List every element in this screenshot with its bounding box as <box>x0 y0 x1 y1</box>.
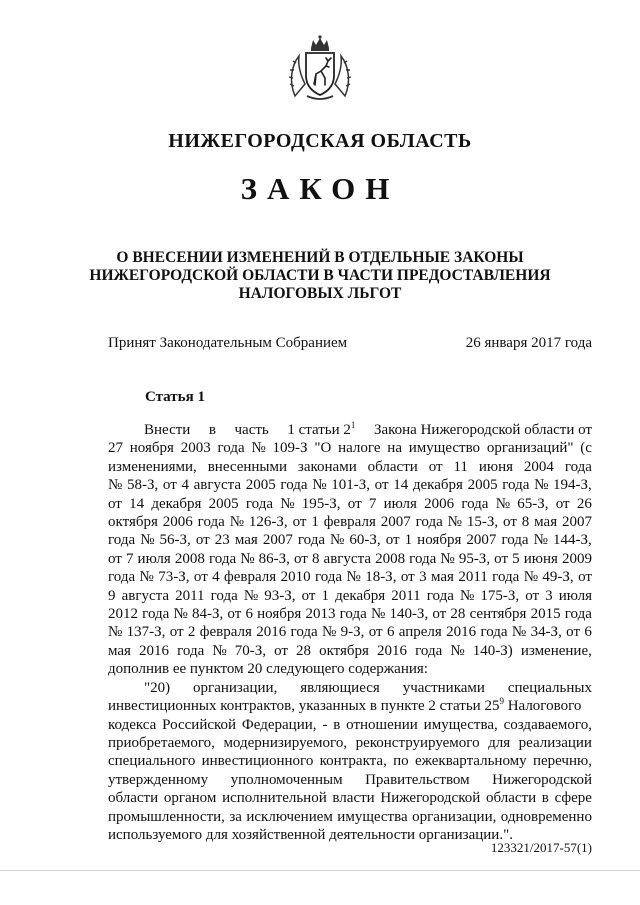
body-word: года <box>297 532 325 549</box>
body-line <box>108 587 592 605</box>
body-word: № <box>108 477 123 494</box>
body-word: 28 <box>450 606 466 623</box>
body-word: года <box>245 495 273 512</box>
body-word: года <box>480 624 508 641</box>
body-word: законами <box>297 458 357 475</box>
body-word: года <box>108 569 136 586</box>
body-word: 9-З, <box>340 624 365 641</box>
body-word: июля <box>137 550 171 567</box>
body-word: 84-З, <box>191 606 224 623</box>
body-word: 2003 <box>180 440 211 457</box>
body-line: дополнив ее пунктом 20 следующего содержания: <box>108 661 428 678</box>
body-word: № <box>243 587 259 604</box>
body-word: 2008 <box>375 550 406 567</box>
body-line <box>108 421 592 439</box>
body-word: приобретаемого, <box>108 734 215 751</box>
body-line <box>108 531 592 549</box>
body-word: июня <box>478 458 514 475</box>
body-word: 26 <box>576 495 592 512</box>
body-word: "О <box>314 440 332 457</box>
body-word: № <box>280 495 295 512</box>
body-word: специального <box>108 753 196 770</box>
body-word: 195-З, <box>301 495 341 512</box>
article-body <box>108 421 592 844</box>
body-word: года <box>197 514 225 531</box>
body-word: № <box>534 477 549 494</box>
body-word: ноября <box>129 440 174 457</box>
body-word: от <box>195 532 210 549</box>
body-word: № <box>370 606 386 623</box>
body-word: 18-З, <box>365 569 397 586</box>
body-word: № <box>240 550 255 567</box>
body-word: перечню, <box>532 753 592 770</box>
body-word: 140-З, <box>389 606 429 623</box>
body-word: 3 <box>419 569 427 586</box>
body-word: 49-З, <box>542 569 574 586</box>
body-word: № <box>440 550 455 567</box>
law-title-line: НАЛОГОВЫХ ЛЬГОТ <box>238 285 402 302</box>
body-word: 14 <box>129 495 145 512</box>
region-title: НИЖЕГОРОДСКАЯ ОБЛАСТЬ <box>168 130 472 152</box>
body-word: от <box>503 514 517 531</box>
body-word: организации, <box>412 808 497 825</box>
body-word: № <box>511 624 527 641</box>
body-word: августа <box>121 587 170 604</box>
body-word: 144-З, <box>553 532 592 549</box>
body-word: Федерации, <box>241 716 317 733</box>
body-word: кодекса <box>108 716 157 733</box>
body-word: Внести <box>144 422 191 438</box>
adoption-date: 26 января 2017 года <box>465 335 592 351</box>
body-word: № <box>251 440 266 457</box>
body-word: от <box>566 624 581 641</box>
body-word: 4 <box>212 569 220 586</box>
body-word: часть <box>234 422 269 438</box>
body-word: создаваемого, <box>503 716 592 733</box>
body-word: 2007 <box>262 532 293 549</box>
body-word: 6 <box>245 606 253 623</box>
body-word: утвержденному <box>108 771 209 788</box>
body-word: исключением <box>246 808 333 825</box>
body-line <box>108 623 592 641</box>
law-title-line: НИЖЕГОРОДСКОЙ ОБЛАСТИ В ЧАСТИ ПРЕДОСТАВЛЕНИЯ <box>89 267 551 284</box>
body-word: от <box>227 606 242 623</box>
body-word: 4 <box>181 477 189 494</box>
body-word: 27 <box>108 440 123 457</box>
body-word: года <box>142 606 170 623</box>
body-word: 14 <box>393 477 409 494</box>
body-word: № <box>140 532 155 549</box>
body-word: года <box>314 569 343 586</box>
body-word: июля <box>558 587 592 604</box>
article-heading: Статья 1 <box>145 389 205 405</box>
body-word: 1 <box>311 514 319 531</box>
body-word: "20) <box>144 679 171 696</box>
body-word: Нижегородской <box>492 771 592 788</box>
body-word: от <box>494 550 509 567</box>
body-word: отношении <box>346 716 418 733</box>
body-word: 101-З, <box>331 477 370 494</box>
body-word: 3 <box>545 587 553 604</box>
body-word: июня <box>523 550 558 567</box>
body-word: года <box>461 495 489 512</box>
body-word: от <box>292 514 307 531</box>
superscript: 1 <box>350 420 356 430</box>
body-word: 15-З, <box>466 514 499 531</box>
body-word: 65-З, <box>517 495 549 512</box>
body-word: участниками <box>402 679 485 696</box>
body-word: № <box>346 569 361 586</box>
body-word: 2005 <box>467 477 498 494</box>
body-word: ежеквартальному <box>414 753 527 770</box>
body-word: 2007 <box>562 514 592 531</box>
body-word: - <box>322 716 328 733</box>
body-word: 5 <box>512 550 520 567</box>
body-word: Правительством <box>365 771 470 788</box>
page-edge-divider <box>0 870 640 871</box>
body-word: 137-З, <box>126 624 166 641</box>
body-word: года <box>177 642 205 659</box>
body-word: сентября <box>469 606 527 623</box>
body-word: 93-З, <box>264 587 296 604</box>
body-word: декабря <box>335 587 386 604</box>
body-word: № <box>229 514 245 531</box>
body-word: года <box>501 532 529 549</box>
body-word: от <box>525 587 540 604</box>
body-word: 2016 <box>377 642 408 659</box>
body-word: года <box>426 587 454 604</box>
body-word: имущества, <box>423 716 498 733</box>
body-word: от <box>432 606 447 623</box>
body-line: используемого для хозяйственной деятельности организации.". <box>108 826 513 843</box>
body-word: 1 <box>404 532 413 549</box>
body-word: контракта, <box>319 753 387 770</box>
body-line <box>108 734 592 752</box>
body-word: года <box>290 624 318 641</box>
body-word: 2015 <box>530 606 561 623</box>
body-word: № <box>322 624 337 641</box>
body-word: года <box>108 532 136 549</box>
body-word: налоге <box>338 440 381 457</box>
body-word: 8 <box>521 514 530 531</box>
body-word: 175-З, <box>480 587 520 604</box>
body-line <box>108 550 592 568</box>
body-word: Нижегородской <box>380 790 481 807</box>
body-word: февраля <box>199 624 252 641</box>
body-word: от <box>162 477 177 494</box>
body-word: ноября <box>257 606 302 623</box>
body-word: области <box>367 458 418 475</box>
body-word: октября <box>108 514 158 531</box>
body-word: инвестиционного <box>201 753 314 770</box>
body-word: июля <box>383 495 417 512</box>
body-word: Закона Нижегородской области от <box>373 422 592 438</box>
body-word: 2011 <box>458 569 488 586</box>
body-word: № <box>312 477 327 494</box>
body-word: № <box>173 606 188 623</box>
body-word: мая <box>234 532 258 549</box>
body-word: имущества <box>337 808 408 825</box>
coat-of-arms-icon <box>285 34 355 104</box>
body-line <box>108 679 592 697</box>
body-word: модернизируемого, <box>223 734 348 751</box>
body-word: на <box>387 440 402 457</box>
body-word: 7 <box>125 550 134 567</box>
body-word: года <box>409 550 437 567</box>
body-line <box>108 513 592 531</box>
body-word: сфере <box>554 790 592 807</box>
body-word: года <box>208 550 237 567</box>
body-line <box>108 808 592 826</box>
body-word: исполнительной <box>222 790 327 807</box>
body-word: 2016 <box>446 624 477 641</box>
body-word: № <box>330 532 345 549</box>
body-word: 6 <box>386 624 395 641</box>
body-word: в <box>208 422 216 438</box>
body-word: 6 <box>584 624 592 641</box>
body-word: года <box>217 440 245 457</box>
body-word: от <box>578 569 592 586</box>
body-line <box>108 568 592 586</box>
body-word: 2006 <box>424 495 455 512</box>
body-word: изменениями, <box>108 458 197 475</box>
body-word: года <box>502 477 530 494</box>
body-word: 9 <box>108 587 116 604</box>
body-word: мая <box>534 514 558 531</box>
body-word: 28 <box>296 642 311 659</box>
body-word: 86-З, <box>258 550 290 567</box>
body-word: внесенными <box>207 458 288 475</box>
body-word: уполномоченным <box>230 771 343 788</box>
body-word: 2009 <box>561 550 592 567</box>
body-word: № <box>523 569 539 586</box>
body-word: от <box>301 587 316 604</box>
body-fragment: 1 статьи 2 <box>287 422 351 438</box>
body-word: октября <box>319 642 369 659</box>
body-word: № <box>212 642 227 659</box>
body-word: мая <box>430 569 454 586</box>
body-word: власти <box>332 790 375 807</box>
body-word: 60-З, <box>349 532 381 549</box>
body-word: 2016 <box>139 642 170 659</box>
body-fragment: инвестиционных контрактов, указанных в пункте 2 статьи 25 <box>108 698 500 715</box>
body-word: 2016 <box>256 624 287 641</box>
body-word: декабря <box>151 495 202 512</box>
body-word: 11 <box>453 458 468 475</box>
body-line <box>108 458 592 476</box>
law-title <box>0 249 640 303</box>
body-word: от <box>274 642 288 659</box>
body-word: являющиеся <box>300 679 380 696</box>
body-word: августа <box>323 550 371 567</box>
body-word: 194-З, <box>553 477 592 494</box>
body-word: 126-З, <box>248 514 288 531</box>
body-word: 7 <box>368 495 377 512</box>
body-word: № <box>459 587 475 604</box>
body-word: 2011 <box>175 587 205 604</box>
body-word: 70-З, <box>234 642 266 659</box>
body-word: 1 <box>321 587 330 604</box>
body-word: промышленности, <box>108 808 225 825</box>
body-word: года <box>564 458 592 475</box>
body-word: 34-З, <box>530 624 562 641</box>
body-word: 23 <box>214 532 230 549</box>
body-line <box>108 789 592 807</box>
body-word: 56-З, <box>159 532 191 549</box>
body-fragment: Налогового <box>503 698 582 715</box>
body-word: (с <box>580 440 592 457</box>
body-word: по <box>393 753 409 770</box>
body-line <box>108 642 592 660</box>
body-word: августа <box>193 477 242 494</box>
body-word: № <box>495 495 510 512</box>
body-line <box>108 752 592 770</box>
body-word: имущество <box>408 440 481 457</box>
body-word: 2007 <box>466 532 497 549</box>
body-word: одновременно <box>500 808 592 825</box>
law-title-line: О ВНЕСЕНИИ ИЗМЕНЕНИЙ В ОТДЕЛЬНЫЕ ЗАКОНЫ <box>116 249 524 266</box>
body-line <box>108 476 592 494</box>
body-word: 2005 <box>208 495 239 512</box>
body-word: № <box>447 514 462 531</box>
body-word: февраля <box>224 569 277 586</box>
body-word: за <box>229 808 242 825</box>
body-word: организации, <box>193 679 278 696</box>
body-word: мая <box>108 642 131 659</box>
body-word: 58-З, <box>126 477 159 494</box>
body-word: в <box>333 716 341 733</box>
body-line <box>108 697 592 715</box>
body-word: 2004 <box>523 458 554 475</box>
body-word: от <box>169 624 184 641</box>
body-word: области <box>108 790 159 807</box>
body-word: 95-З, <box>458 550 491 567</box>
body-word: от <box>347 495 362 512</box>
body-word: 2005 <box>245 477 276 494</box>
body-word: изменение, <box>520 642 592 659</box>
body-word: 2007 <box>380 514 411 531</box>
body-word: декабря <box>412 477 463 494</box>
body-word: от <box>368 624 383 641</box>
body-word: № <box>139 569 154 586</box>
body-word: года <box>210 587 238 604</box>
body-line <box>108 771 592 789</box>
body-word: 8 <box>311 550 320 567</box>
body-word: от <box>293 550 308 567</box>
body-word: года <box>339 606 367 623</box>
body-word: 2013 <box>305 606 336 623</box>
body-word: реконструируемого <box>355 734 480 751</box>
body-word: февраля <box>323 514 376 531</box>
body-word: 2011 <box>391 587 421 604</box>
body-word: от <box>108 550 122 567</box>
body-word: от <box>374 477 389 494</box>
document-number: 123321/2017-57(1) <box>490 840 592 855</box>
body-word: года <box>415 642 443 659</box>
body-word: от <box>555 495 570 512</box>
body-word: № <box>108 624 123 641</box>
body-word: от <box>108 495 122 512</box>
body-line <box>108 439 592 457</box>
body-word: от <box>193 569 208 586</box>
body-word: года <box>492 569 520 586</box>
body-word: 73-З, <box>158 569 190 586</box>
body-word: года <box>564 606 592 623</box>
body-word <box>287 421 355 439</box>
body-line <box>108 605 592 623</box>
superscript: 9 <box>499 696 504 707</box>
body-fragment <box>108 697 581 715</box>
body-word: апреля <box>398 624 442 641</box>
body-word: органом <box>163 790 217 807</box>
body-word: № <box>533 532 548 549</box>
body-word: специальных <box>507 679 592 696</box>
body-word: 2 <box>187 624 196 641</box>
adoption-label: Принят Законодательным Собранием <box>108 335 348 351</box>
body-line <box>108 716 592 734</box>
body-word: года <box>415 514 443 531</box>
body-word: ноября <box>417 532 462 549</box>
body-word: от <box>400 569 415 586</box>
body-word: 2010 <box>280 569 311 586</box>
adoption-line <box>108 335 592 352</box>
body-word: 109-З <box>272 440 308 457</box>
document-type: ЗАКОН <box>240 171 400 206</box>
body-word: реализации <box>518 734 592 751</box>
body-word: от <box>385 532 400 549</box>
body-word: организаций" <box>486 440 574 457</box>
body-word: от <box>428 458 443 475</box>
body-word: для <box>488 734 511 751</box>
body-word: года <box>280 477 308 494</box>
body-line <box>108 495 592 513</box>
body-word: 140-З) <box>472 642 513 659</box>
body-word: Российской <box>162 716 237 733</box>
body-word: № <box>450 642 465 659</box>
body-word: области <box>485 790 537 807</box>
body-word: в <box>541 790 549 807</box>
body-word: 2006 <box>162 514 193 531</box>
body-word: 2008 <box>174 550 205 567</box>
body-word: 2012 <box>108 606 138 623</box>
